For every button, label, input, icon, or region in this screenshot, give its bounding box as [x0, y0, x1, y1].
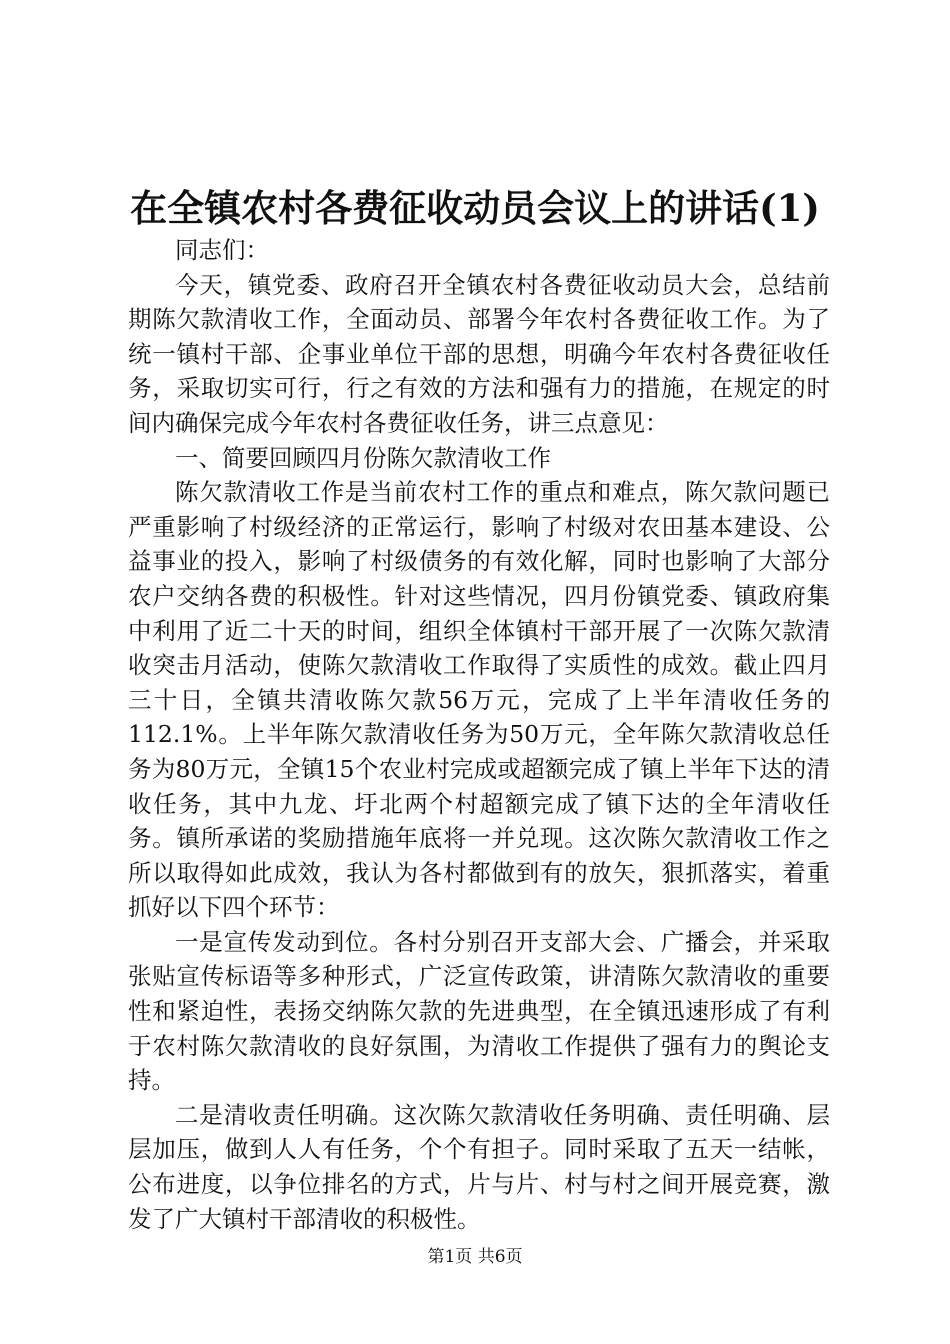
paragraph-salutation: 同志们： — [175, 236, 269, 264]
document-body — [128, 233, 830, 1236]
paragraph-review: 陈欠款清收工作是当前农村工作的重点和难点，陈欠款问题已严重影响了村级经济的正常运行，影响了村级对农田基本建设、公益事业的投入，影响了村级债务的有效化解，同时也影响了大部分农户交纳各费的积极性。针对这些情况，四月份镇党委、镇政府集中利用了近二十天的时间，组织全体镇村干部开展了一次陈欠款清收突击月活动，使陈欠款清收工作取得了实质性的成效。截止四月三十日，全镇共清收陈欠款56万元，完成了上半年清收任务的112.1%。上半年陈欠款清收任务为50万元，全年陈欠款清收总任务为80万元，全镇15个农业村完成或超额完成了镇上半年下达的清收任务，其中九龙、圩北两个村超额完成了镇下达的全年清收任务。镇所承诺的奖励措施年底将一并兑现。这次陈欠款清收工作之所以取得如此成效，我认为各村都做到有的放矢，狠抓落实，着重抓好以下四个环节： — [128, 478, 830, 922]
page-number: 第1页 共6页 — [427, 1247, 523, 1267]
document-title: 在全镇农村各费征收动员会议上的讲话(1) — [130, 186, 820, 230]
paragraph-point-1: 一是宣传发动到位。各村分别召开支部大会、广播会，并采取张贴宣传标语等多种形式，广泛宣传政策，讲清陈欠款清收的重要性和紧迫性，表扬交纳陈欠款的先进典型，在全镇迅速形成了有利于农村陈欠款清收的良好氛围，为清收工作提供了强有力的舆论支持。 — [128, 927, 830, 1095]
paragraph-point-2: 二是清收责任明确。这次陈欠款清收任务明确、责任明确、层层加压，做到人人有任务，个个有担子。同时采取了五天一结帐，公布进度，以争位排名的方式，片与片、村与村之间开展竞赛，激发了广大镇村干部清收的积极性。 — [128, 1100, 830, 1233]
paragraph-intro: 今天，镇党委、政府召开全镇农村各费征收动员大会，总结前期陈欠款清收工作，全面动员、部署今年农村各费征收工作。为了统一镇村干部、企事业单位干部的思想，明确今年农村各费征收任务，采取切实可行，行之有效的方法和强有力的措施，在规定的时间内确保完成今年农村各费征收任务，讲三点意见： — [128, 270, 830, 437]
section-heading-1: 一、简要回顾四月份陈欠款清收工作 — [175, 443, 551, 472]
